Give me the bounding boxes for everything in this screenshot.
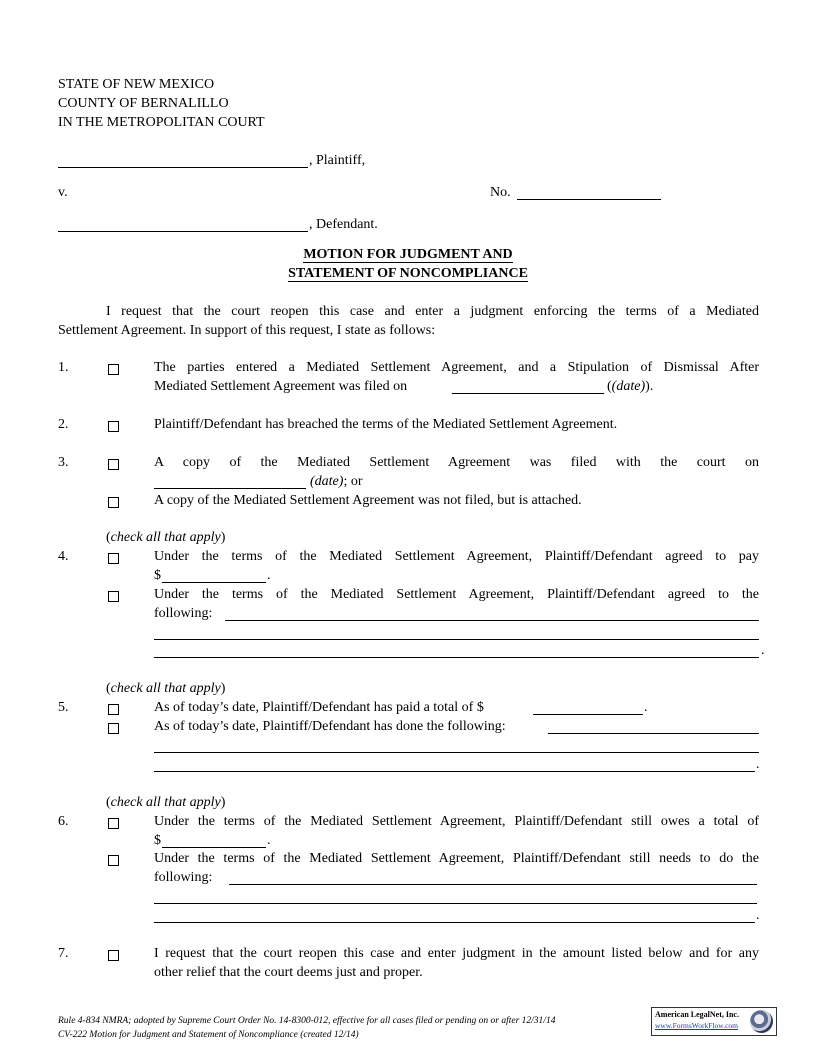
document-title-line1: MOTION FOR JUDGMENT AND (303, 247, 513, 262)
item-5b-field-line3[interactable] (154, 771, 755, 772)
court-state: STATE OF NEW MEXICO (58, 77, 215, 92)
logo-url[interactable]: www.FormsWorkFlow.com (655, 1021, 739, 1030)
item-6b-field-line2[interactable] (154, 903, 757, 904)
defendant-name-field[interactable] (58, 231, 308, 232)
document-title-line2: STATEMENT OF NONCOMPLIANCE (288, 266, 528, 281)
item-4b-line2: following: (154, 606, 213, 621)
court-county: COUNTY OF BERNALILLO (58, 96, 229, 111)
item-3a-checkbox[interactable] (108, 459, 119, 470)
check-note-italic: check all that apply (110, 681, 221, 696)
item-5b-period: . (756, 757, 760, 772)
item-3b-text: A copy of the Mediated Settlement Agreement was not filed, but is attached. (154, 493, 582, 508)
item-4a-period: . (267, 568, 271, 583)
item-7-line2: other relief that the court deems just and proper. (154, 965, 423, 980)
item-3b-checkbox[interactable] (108, 497, 119, 508)
item-2-checkbox[interactable] (108, 421, 119, 432)
item-7-line1: I request that the court reopen this case and enter judgment in the amount listed below and for any (154, 946, 759, 961)
item-6b-checkbox[interactable] (108, 855, 119, 866)
item-5-check-note: (check all that apply) (106, 681, 226, 696)
item-2-number: 2. (58, 417, 69, 432)
item-4a-line1: Under the terms of the Mediated Settlement Agreement, Plaintiff/Defendant agreed to pay (154, 549, 759, 564)
item-6a-amount-field[interactable] (162, 847, 266, 848)
item-3a-date-word: (date) (310, 474, 344, 489)
item-2-text: Plaintiff/Defendant has breached the terms of the Mediated Settlement Agreement. (154, 417, 618, 432)
item-1-date-hint: ((date)). (607, 379, 654, 394)
item-6a-period: . (267, 833, 271, 848)
intro-line1: I request that the court reopen this case and enter a judgment enforcing the terms of a Mediated (106, 304, 759, 319)
item-4b-line1: Under the terms of the Mediated Settlement Agreement, Plaintiff/Defendant agreed to the (154, 587, 759, 602)
check-note-italic: check all that apply (110, 530, 221, 545)
item-6b-period: . (756, 908, 760, 923)
item-4a-amount-field[interactable] (162, 582, 266, 583)
item-4-number: 4. (58, 549, 69, 564)
item-6a-checkbox[interactable] (108, 818, 119, 829)
item-6b-field-line1[interactable] (229, 884, 757, 885)
item-4b-field-line3[interactable] (154, 657, 759, 658)
item-5b-text: As of today’s date, Plaintiff/Defendant has done the following: (154, 719, 506, 734)
item-5a-checkbox[interactable] (108, 704, 119, 715)
item-4b-field-line2[interactable] (154, 639, 759, 640)
plaintiff-name-field[interactable] (58, 167, 308, 168)
case-number-field[interactable] (517, 199, 661, 200)
item-1-checkbox[interactable] (108, 364, 119, 375)
item-5b-field-line2[interactable] (154, 752, 759, 753)
item-1-line2: Mediated Settlement Agreement was filed on (154, 379, 408, 394)
item-5a-text: As of today’s date, Plaintiff/Defendant has paid a total of $ (154, 700, 484, 715)
item-5a-period: . (644, 700, 648, 715)
versus-label: v. (58, 185, 68, 200)
item-6b-field-line3[interactable] (154, 922, 755, 923)
item-4-check-note: (check all that apply) (106, 530, 226, 545)
item-6-check-note: (check all that apply) (106, 795, 226, 810)
case-number-label: No. (490, 185, 511, 200)
item-3-number: 3. (58, 455, 69, 470)
logo-company-name: American LegalNet, Inc. (655, 1010, 739, 1019)
item-6-number: 6. (58, 814, 69, 829)
item-4b-period: . (761, 643, 765, 658)
item-3a-date-hint (310, 474, 363, 490)
item-1-date-field[interactable] (452, 393, 604, 394)
item-5b-field-line1[interactable] (548, 733, 759, 734)
court-name: IN THE METROPOLITAN COURT (58, 115, 265, 130)
item-1-end: ). (645, 379, 654, 394)
check-note-italic: check all that apply (110, 795, 221, 810)
item-6b-line1: Under the terms of the Mediated Settlement Agreement, Plaintiff/Defendant still needs to do the (154, 851, 759, 866)
footer-rule-citation: Rule 4-834 NMRA; adopted by Supreme Court Order No. 14-8300-012, effective for all cases filed or pending on or after 12/31/14 (58, 1016, 556, 1026)
item-5-number: 5. (58, 700, 69, 715)
logo-disc-icon (750, 1010, 773, 1033)
defendant-label: , Defendant. (309, 217, 378, 232)
footer-form-id: CV-222 Motion for Judgment and Statement of Noncompliance (created 12/14) (58, 1030, 359, 1040)
americanlegalnet-logo[interactable] (651, 1007, 777, 1036)
item-3a-end: ; or (343, 474, 363, 489)
item-1-number: 1. (58, 360, 69, 375)
item-1-date-word: (date) (611, 379, 646, 394)
item-4a-checkbox[interactable] (108, 553, 119, 564)
item-3a-line1: A copy of the Mediated Settlement Agreement was filed with the court on (154, 455, 759, 470)
item-7-number: 7. (58, 946, 69, 961)
item-6b-line2: following: (154, 870, 213, 885)
item-7-checkbox[interactable] (108, 950, 119, 961)
item-6a-dollar: $ (154, 833, 161, 848)
item-1-line1: The parties entered a Mediated Settlement Agreement, and a Stipulation of Dismissal After (154, 360, 759, 375)
item-5a-amount-field[interactable] (533, 714, 643, 715)
item-4b-field-line1[interactable] (225, 620, 759, 621)
item-4a-dollar: $ (154, 568, 161, 583)
item-6a-line1: Under the terms of the Mediated Settlement Agreement, Plaintiff/Defendant still owes a total of (154, 814, 759, 829)
item-3a-date-field[interactable] (154, 488, 306, 489)
item-4b-checkbox[interactable] (108, 591, 119, 602)
intro-line2: Settlement Agreement. In support of this request, I state as follows: (58, 323, 436, 338)
item-5b-checkbox[interactable] (108, 723, 119, 734)
plaintiff-label: , Plaintiff, (309, 153, 366, 168)
